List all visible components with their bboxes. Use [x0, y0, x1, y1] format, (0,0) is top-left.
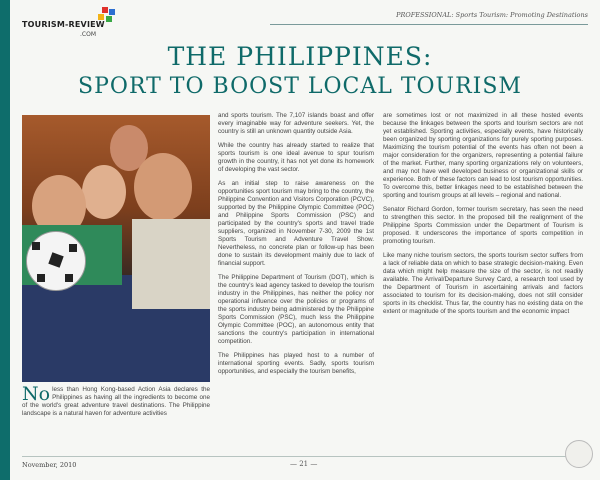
ball-panel: [37, 274, 45, 282]
article-column-1: [218, 112, 374, 450]
column2-paragraph: are sometimes lost or not maximized in all these hosted events because the linkages between the sports and tourism sectors are not yet established. Sporting activities, especially events, have historically been organized by sporting organizations for purely sporting purposes. Maximizing the tourism potential of the events has often not been a major consideration for the organizers, representing a potential failure of the market. Further, many sporting organizations rely on volunteers, and may not have well developed business or organizational skills or experience. Both of these factors can lead to lost tourism opportunities. To overcome this, better linkages need to be established between the sporting and tourism groups at all levels – regional and national.: [383, 112, 583, 199]
page-number: — 21 —: [290, 460, 318, 468]
tourism-review-logo[interactable]: [22, 7, 132, 41]
column1-paragraph: The Philippine Department of Tourism (DOT), which is the country's lead agency tasked to develop the tourism industry in the Philippines, has neither the policy nor operational influence over the policies or programs of the sports industry being administered by the Philippine Sports Commission (PSC), much less the Philippine Olympic Committee (POC), an autonomous entity that sanctions the country's participation in international competition.: [218, 274, 374, 345]
issue-date: November, 2010: [22, 461, 77, 469]
column1-paragraph: While the country has already started to realize that sports tourism is one ideal avenue to spur tourism growth in the country, it has not yet done its homework of developing the vast sector.: [218, 142, 374, 173]
column2-paragraph: Like many niche tourism sectors, the sports tourism sector suffers from a lack of reliable data on which to base strategic decision-making. Even data which might help measure the size of the sector, is not readily available. The Arrival/Departure Survey Card, a research tool used by the Department of Tourism in ascertaining arrivals and factors associated to tourism for its decision-making, does not still consider sports in its checklist. Thus far, the country has no existing data on the extent or magnitude of the sports tourism and the economic impact: [383, 252, 583, 315]
logo-green-square: [106, 16, 112, 22]
article-title-line2: SPORT TO BOOST LOCAL TOURISM: [78, 74, 522, 99]
column1-paragraph: The Philippines has played host to a number of international sporting events. Sadly, sports tourism opportunities, and especially the tourism benefits,: [218, 352, 374, 375]
column1-paragraph: As an initial step to raise awareness on the opportunities sport tourism may bring to the country, the Philippine Convention and Visitors Corporation (PCVC), supported by the Philippine Olympic Committee (POC) and Philippine Sports Commission (PSC) and participated by the country's sports and travel trade suppliers, organized in November 7-30, 2009 the 1st Sports Tourism and Adventure Travel Show. Nevertheless, no concrete plan or follow-up has been done to sustain its development mainly due to lack of financial support.: [218, 180, 374, 267]
column2-paragraph: Senator Richard Gordon, former tourism secretary, has seen the need to strengthen this sector. In the proposed bill the realignment of the Philippine Sports Commission under the Department of Tourism is proposed. It underscores the importance of sports competition in promoting tourism.: [383, 206, 583, 245]
ball-panel: [69, 244, 77, 252]
logo-red-square: [102, 7, 108, 13]
logo-subtext: .COM: [80, 31, 96, 38]
intro-text: less than Hong Kong-based Action Asia declares the Philippines as having all the ingredients to become one of the world's great adventure travel destinations. The Philippine landscape is a natural haven for adventure activities: [22, 386, 210, 417]
seal-icon: [565, 440, 593, 468]
article-intro: [22, 386, 210, 450]
photo-person-woman: [82, 165, 126, 219]
logo-text: TOURISM-REVIEW: [22, 20, 105, 29]
section-tag: PROFESSIONAL: Sports Tourism: Promoting Destinations: [396, 11, 588, 19]
soccer-ball-icon: [26, 231, 86, 291]
photo-shirt-right: [132, 219, 210, 309]
ball-panel: [48, 252, 63, 267]
article-column-2: [383, 112, 583, 450]
fans-cheering-photo: [22, 115, 210, 382]
photo-person-man-right: [134, 153, 192, 221]
article-title-line1: THE PHILIPPINES:: [167, 42, 433, 71]
left-accent-band: [0, 0, 10, 480]
intro-dropcap: No: [22, 386, 51, 405]
footer-rule: [22, 456, 588, 457]
logo-blue-square: [109, 9, 115, 15]
column1-paragraph: and sports tourism. The 7,107 islands boast and offer every imaginable way for adventure seekers. Yet, the country is still an unknown quantity outside Asia.: [218, 112, 374, 135]
ball-panel: [32, 242, 40, 250]
ball-panel: [65, 274, 73, 282]
header-rule: [270, 24, 588, 25]
